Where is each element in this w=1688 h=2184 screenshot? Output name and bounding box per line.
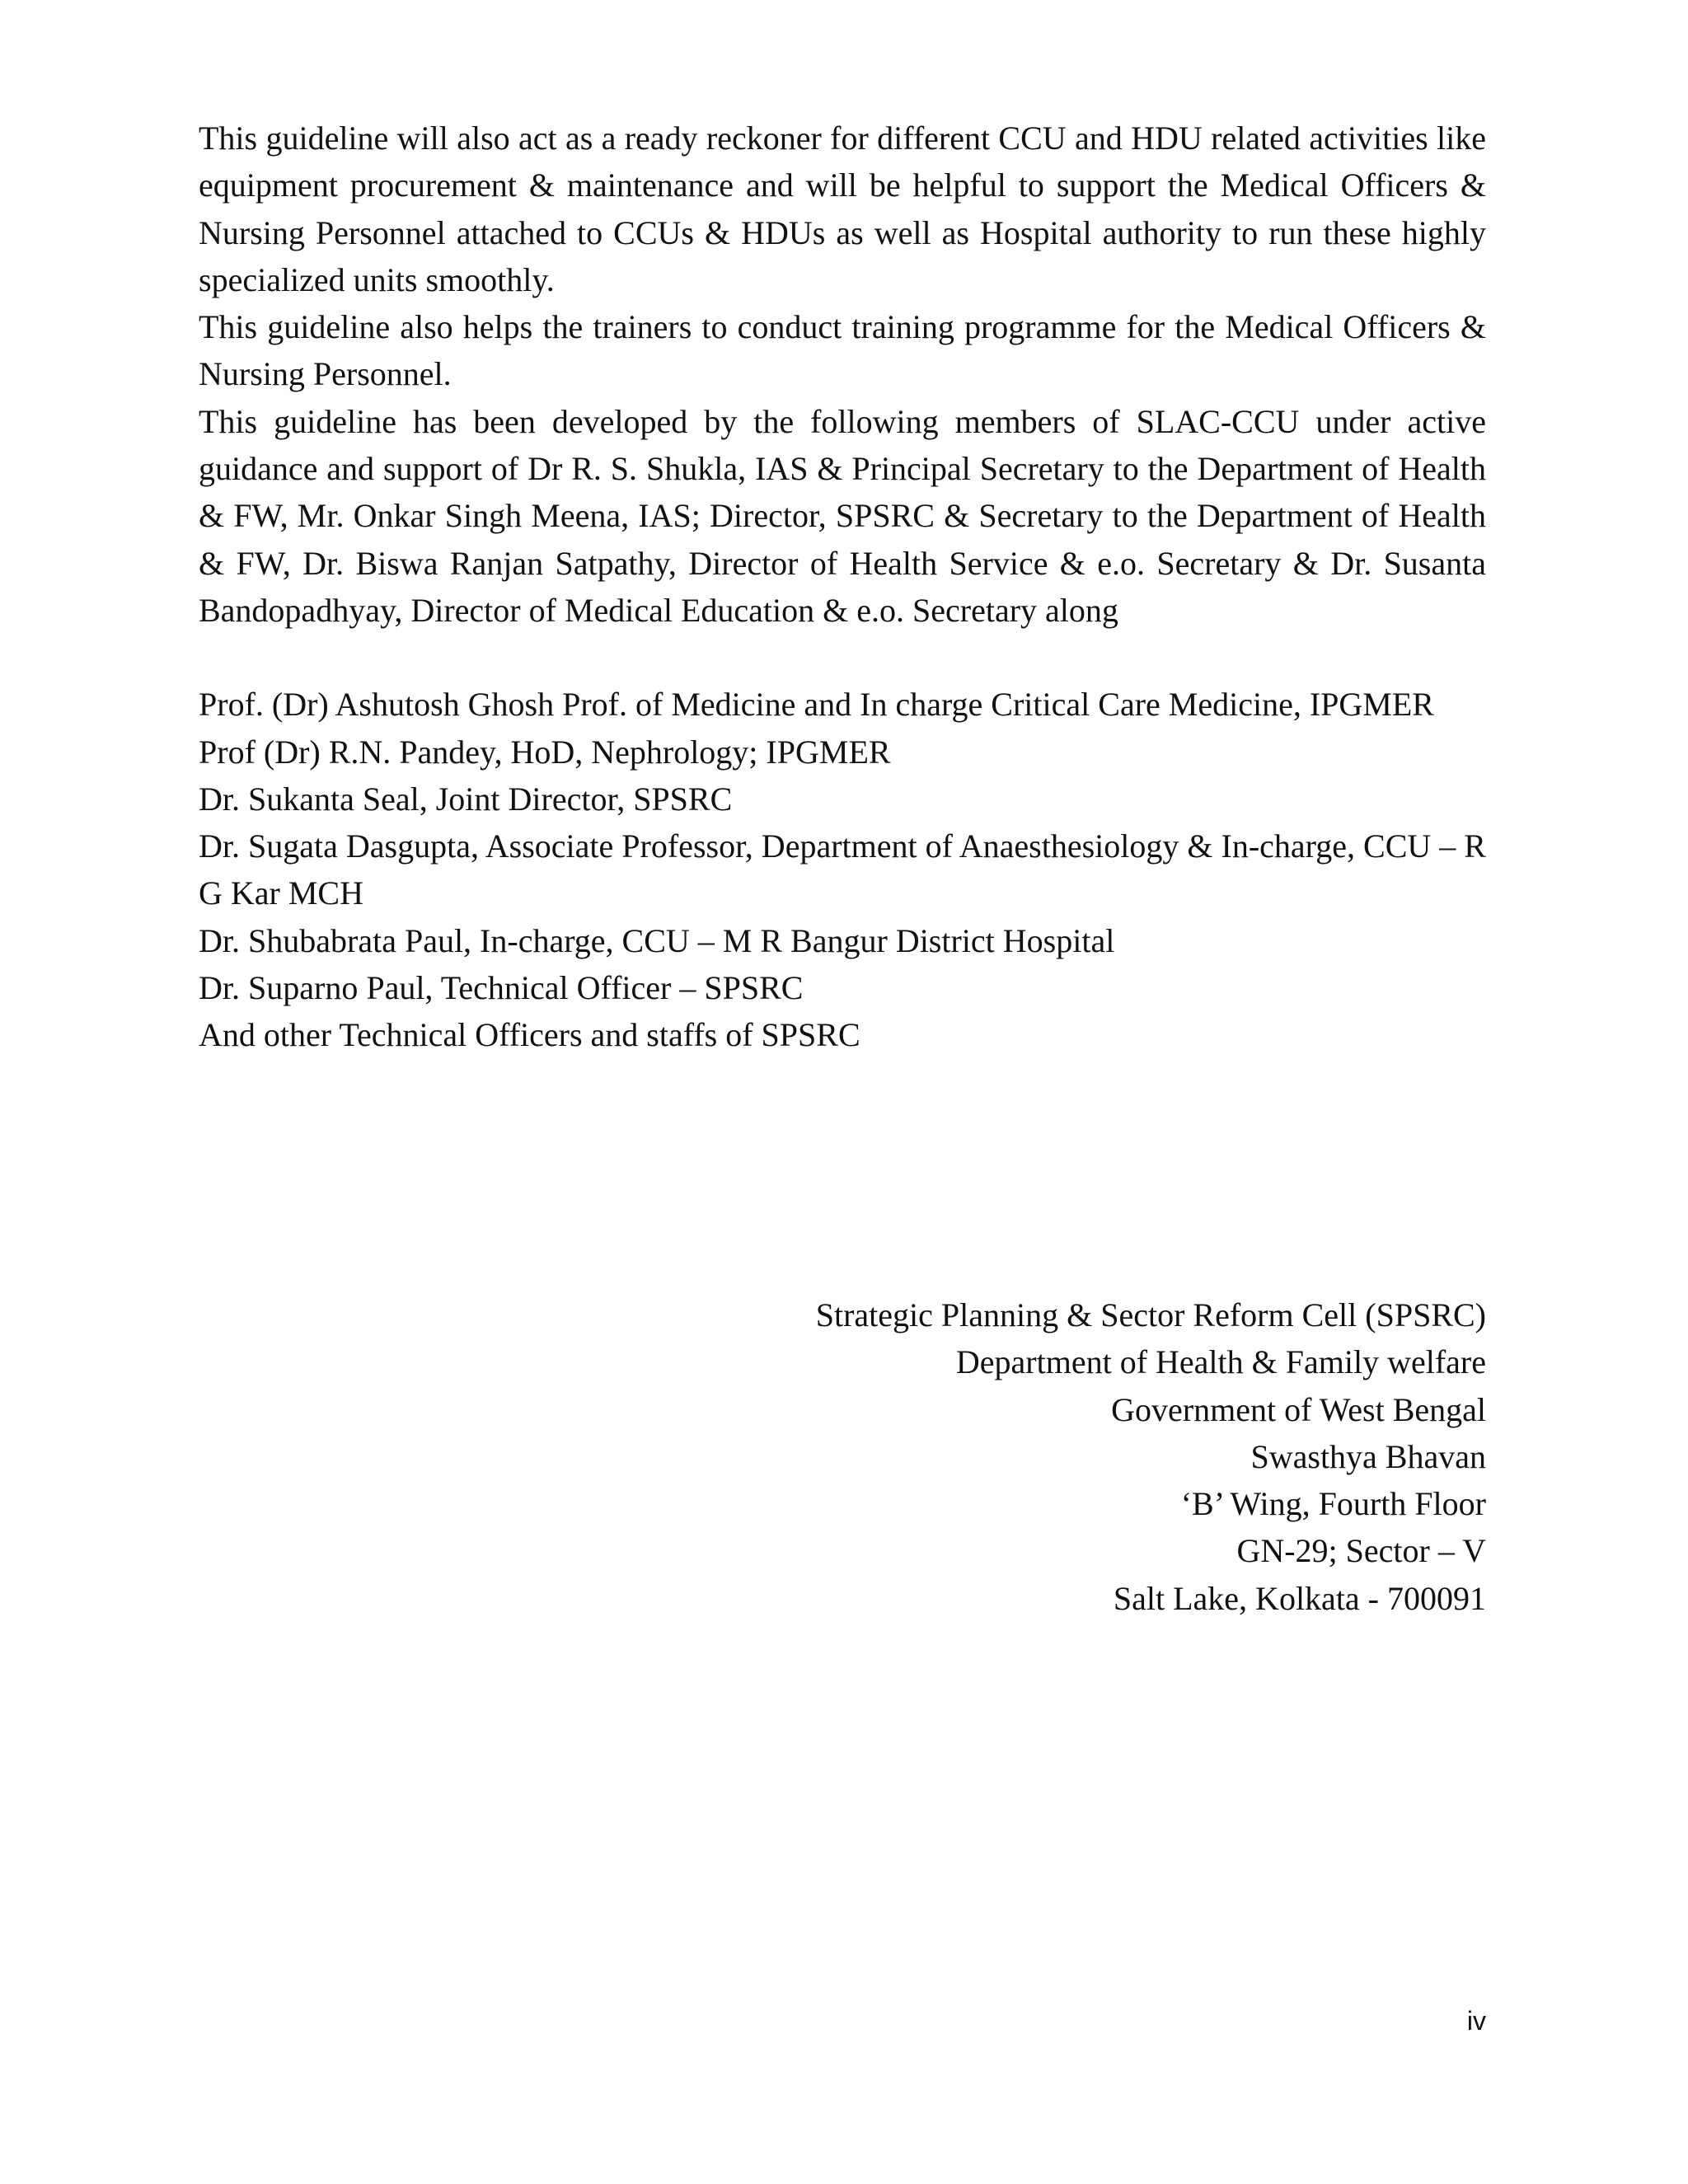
- paragraph-trainers: This guideline also helps the trainers to conduct training programme for the Medical Officers & Nursing Personnel.: [199, 308, 1486, 393]
- page-number: iv: [1466, 2006, 1486, 2036]
- paragraph-developed-by: This guideline has been developed by the following members of SLAC-CCU under active guidance and support of Dr R. S. Shukla, IAS & Principal Secretary to the Department of Health & FW, Mr. Onkar Singh Meena, IAS; Director, SPSRC & Secretary to the Department of Health & FW, Dr. Biswa Ranjan Satpathy, Director of Health Service & e.o. Secretary & Dr. Susanta Bandopadhyay, Director of Medical Education & e.o. Secretary along: [199, 402, 1486, 629]
- address-block: [816, 1291, 1486, 1622]
- member-ashutosh-ghosh: Prof. (Dr) Ashutosh Ghosh Prof. of Medicine and In charge Critical Care Medicine, IPGMER: [199, 686, 1434, 724]
- address-line-department: Department of Health & Family welfare: [955, 1343, 1486, 1381]
- address-line-city: Salt Lake, Kolkata - 700091: [1113, 1579, 1486, 1617]
- address-line-building: Swasthya Bhavan: [1250, 1437, 1486, 1475]
- member-sukanta-seal: Dr. Sukanta Seal, Joint Director, SPSRC: [199, 780, 733, 818]
- address-line-government: Government of West Bengal: [1111, 1390, 1486, 1428]
- member-sugata-dasgupta: Dr. Sugata Dasgupta, Associate Professor, Department of Anaesthesiology & In-charge, CCU – R G Kar MCH: [199, 827, 1486, 912]
- member-shubabrata-paul: Dr. Shubabrata Paul, In-charge, CCU – M R Bangur District Hospital: [199, 921, 1115, 959]
- member-rn-pandey: Prof (Dr) R.N. Pandey, HoD, Nephrology; IPGMER: [199, 733, 891, 771]
- members-list: [199, 681, 1486, 1058]
- address-line-wing: ‘B’ Wing, Fourth Floor: [1180, 1485, 1486, 1523]
- address-line-organization: Strategic Planning & Sector Reform Cell (SPSRC): [815, 1296, 1486, 1333]
- body-text: [199, 115, 1486, 1059]
- address-line-sector: GN-29; Sector – V: [1236, 1532, 1486, 1570]
- member-other-staff: And other Technical Officers and staffs of SPSRC: [199, 1016, 860, 1054]
- paragraph-ready-reckoner: This guideline will also act as a ready reckoner for different CCU and HDU related activities like equipment procurement & maintenance and will be helpful to support the Medical Officers & Nursing Personnel attached to CCUs & HDUs as well as Hospital authority to run these highly specialized units smoothly.: [199, 120, 1486, 298]
- paragraph-spacer: [199, 634, 1486, 681]
- member-suparno-paul: Dr. Suparno Paul, Technical Officer – SPSRC: [199, 969, 804, 1007]
